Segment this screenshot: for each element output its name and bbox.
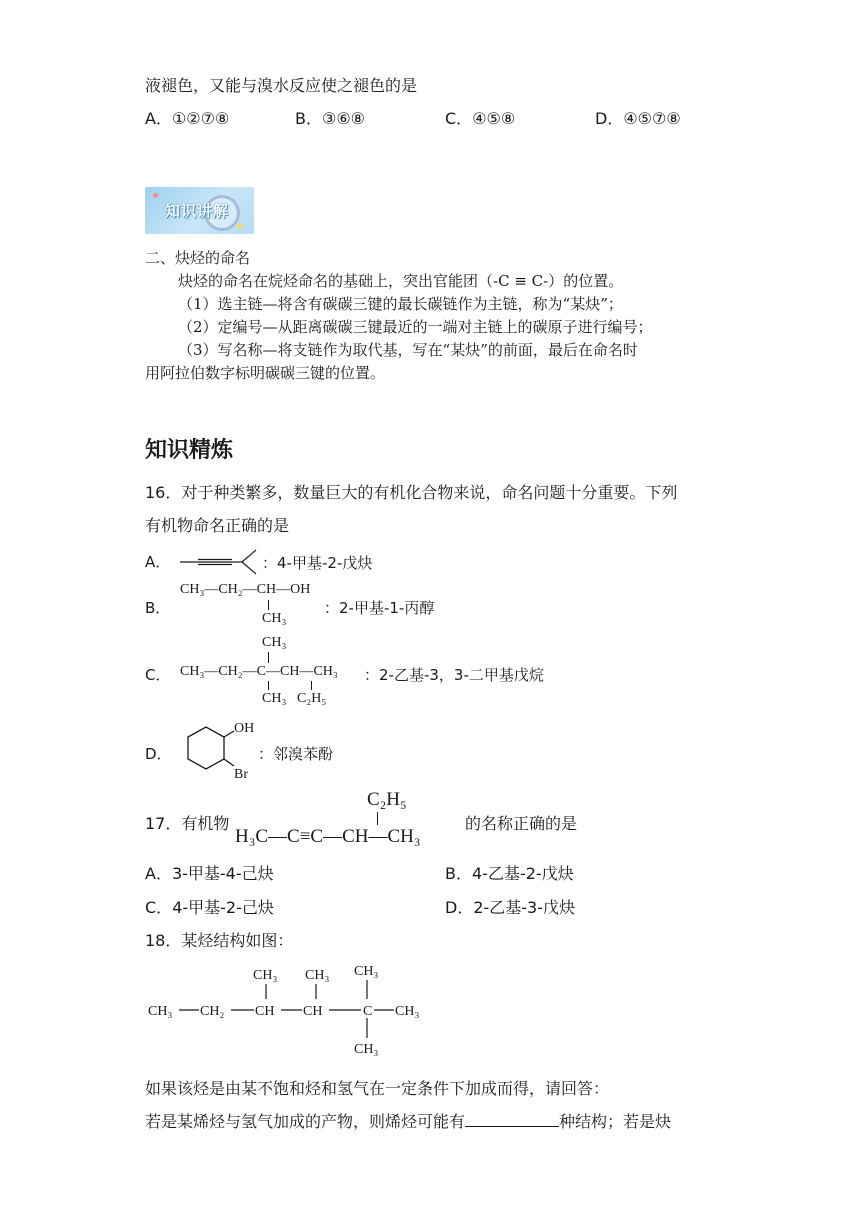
q16-c-bond-down-2 bbox=[311, 681, 312, 690]
q16-option-d[interactable] bbox=[145, 743, 172, 764]
option-label: B． bbox=[295, 109, 322, 128]
q16-c-main-chain: CH₃—CH₂—C—CH—CH₃ bbox=[180, 664, 338, 679]
option-label: D． bbox=[445, 898, 474, 917]
q18-c4: CH bbox=[303, 1004, 323, 1019]
q18-c1: CH₃ bbox=[148, 1004, 173, 1019]
lecture-heading: 二、炔烃的命名 bbox=[145, 249, 251, 267]
lecture-step-2: （2）定编号—从距离碳碳三键最近的一端对主链上的碳原子进行编号； bbox=[178, 318, 653, 336]
q18-sub4: CH₃ bbox=[305, 968, 330, 983]
q16-b-substituent: CH₃ bbox=[262, 611, 287, 626]
option-label: C． bbox=[145, 666, 171, 684]
q16-option-c[interactable] bbox=[145, 664, 170, 685]
q17-bond bbox=[377, 812, 378, 825]
q18-c2: CH₂ bbox=[200, 1004, 225, 1019]
q16-stem-line2: 有机物命名正确的是 bbox=[145, 516, 290, 535]
option-text: 4-甲基-2-己炔 bbox=[172, 898, 274, 917]
option-label: D． bbox=[595, 109, 624, 128]
q17-main-chain: H₃C—C≡C—CH—CH₃ bbox=[235, 826, 421, 847]
q18-structure bbox=[145, 958, 435, 1060]
hydroxyl-label: OH bbox=[234, 721, 255, 736]
q16-stem-line1: 16．对于种类繁多，数量巨大的有机化合物来说，命名问题十分重要。下列 bbox=[145, 483, 678, 502]
q16-b-bond bbox=[268, 600, 269, 610]
q16-a-name: ：4-甲基-2-戊炔 bbox=[262, 554, 373, 572]
option-text: ④⑤⑧ bbox=[472, 109, 516, 128]
q15-option-c[interactable] bbox=[445, 106, 515, 129]
q16-a-skeletal-structure bbox=[178, 546, 262, 578]
q18-line2-b: 种结构；若是炔 bbox=[559, 1112, 672, 1131]
section-title: 知识精炼 bbox=[145, 438, 234, 463]
option-label: A． bbox=[145, 553, 171, 571]
q16-c-top-methyl: CH₃ bbox=[262, 635, 287, 650]
q17-stem-suffix: 的名称正确的是 bbox=[465, 814, 578, 833]
q15-option-b[interactable] bbox=[295, 106, 365, 129]
q16-c-bond-down-1 bbox=[268, 681, 269, 690]
q17-substituent: C₂H₅ bbox=[367, 789, 407, 810]
option-label: B． bbox=[445, 864, 472, 883]
lecture-step-1: （1）选主链—将含有碳碳三键的最长碳链作为主链，称为“某炔”； bbox=[178, 295, 623, 313]
lecture-step-3: （3）写名称—将支链作为取代基，写在“某炔”的前面，最后在命名时 bbox=[178, 341, 638, 359]
q17-option-a[interactable] bbox=[145, 861, 274, 884]
q16-c-bottom-methyl: CH₃ bbox=[262, 691, 287, 706]
option-text: ③⑥⑧ bbox=[321, 109, 366, 128]
q16-b-name: ：2-甲基-1-丙醇 bbox=[324, 599, 435, 617]
option-label: D． bbox=[145, 745, 172, 763]
q16-d-name: ：邻溴苯酚 bbox=[258, 745, 334, 763]
q17-option-b[interactable] bbox=[445, 861, 574, 884]
option-text: 2-乙基-3-戊炔 bbox=[473, 898, 576, 917]
q16-c-bond-up bbox=[268, 652, 269, 663]
q17-option-c[interactable] bbox=[145, 895, 274, 918]
q16-c-bottom-ethyl: C₂H₅ bbox=[297, 691, 327, 706]
q18-line1: 如果该烃是由某不饱和烃和氢气在一定条件下加成而得，请回答： bbox=[145, 1079, 610, 1098]
badge-text: 知识讲解 bbox=[165, 202, 230, 220]
q18-sub3: CH₃ bbox=[253, 968, 278, 983]
option-text: 4-乙基-2-戊炔 bbox=[471, 864, 574, 883]
q15-option-a[interactable] bbox=[145, 106, 229, 129]
bromo-label: Br bbox=[234, 767, 248, 782]
lecture-intro: 炔烃的命名在烷烃命名的基础上，突出官能团（-C ≡ C-）的位置。 bbox=[178, 272, 624, 290]
q18-sub5-top: CH₃ bbox=[354, 964, 379, 979]
option-text: ①②⑦⑧ bbox=[171, 109, 230, 128]
q18-line2 bbox=[145, 1109, 671, 1132]
q18-stem: 18．某烃结构如图： bbox=[145, 931, 294, 950]
q16-d-ring-structure bbox=[176, 716, 260, 782]
option-text: 3-甲基-4-己炔 bbox=[171, 864, 274, 883]
option-label: C． bbox=[445, 109, 473, 128]
q18-c6: CH₃ bbox=[395, 1004, 420, 1019]
option-label: A． bbox=[145, 109, 172, 128]
q16-option-b[interactable] bbox=[145, 597, 170, 618]
q15-stem-tail: 液褪色，又能与溴水反应使之褪色的是 bbox=[145, 76, 418, 95]
q16-c-name: ：2-乙基-3，3-二甲基戊烷 bbox=[364, 666, 544, 684]
knowledge-explanation-badge bbox=[145, 187, 254, 234]
q18-sub5-bottom: CH₃ bbox=[354, 1042, 379, 1057]
q16-b-main-chain: CH₃—CH₂—CH—OH bbox=[180, 582, 311, 597]
answer-blank[interactable] bbox=[465, 1112, 559, 1127]
q18-c3: CH bbox=[255, 1004, 275, 1019]
option-text: ④⑤⑦⑧ bbox=[623, 109, 681, 128]
q17-option-d[interactable] bbox=[445, 895, 575, 918]
q18-line2-a: 若是某烯烃与氢气加成的产物，则烯烃可能有 bbox=[145, 1112, 466, 1131]
option-label: A． bbox=[145, 864, 172, 883]
lecture-step-3-cont: 用阿拉伯数字标明碳碳三键的位置。 bbox=[145, 364, 386, 382]
option-label: B． bbox=[145, 599, 171, 617]
q17-stem-prefix: 17．有机物 bbox=[145, 814, 230, 833]
q15-option-d[interactable] bbox=[595, 106, 681, 129]
q18-c5: C bbox=[363, 1004, 373, 1019]
option-label: C． bbox=[145, 898, 173, 917]
